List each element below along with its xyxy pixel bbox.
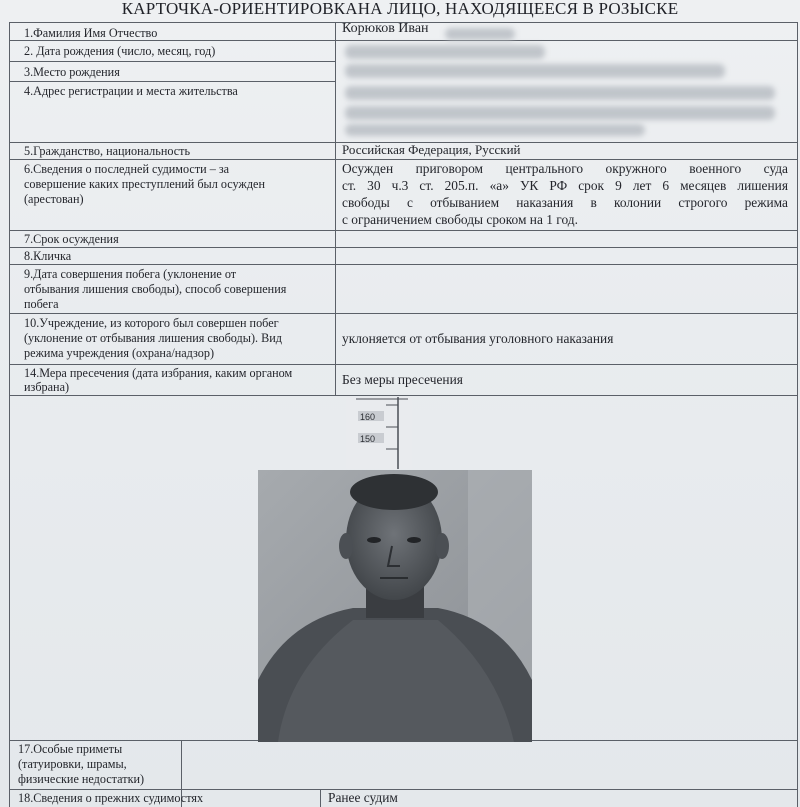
- ruler-mark: 160: [360, 412, 376, 422]
- field-14-label-line-1: 14.Мера пресечения (дата избрания, каким органом: [24, 366, 293, 380]
- table-rule: [9, 789, 797, 790]
- redacted-birth-date: [345, 45, 545, 59]
- field-6-value-line-3: свободы с отбыванием наказания в колонии строгого режима: [342, 195, 788, 210]
- field-1-value: Корюков Иван: [342, 21, 429, 36]
- field-10-label-line-2: (уклонение от отбывания лишения свободы). Вид: [24, 331, 282, 345]
- field-1-label: 1.Фамилия Имя Отчество: [24, 26, 158, 40]
- field-9-label-line-3: побега: [24, 297, 59, 311]
- field-14-label-line-2: избрана): [24, 380, 70, 394]
- ruler-mark: 150: [360, 434, 376, 444]
- field-10-label-line-1: 10.Учреждение, из которого был совершен побег: [24, 316, 279, 330]
- redacted-address-line-1: [345, 86, 775, 100]
- table-rule: [797, 22, 798, 807]
- table-rule: [9, 159, 797, 160]
- field-17-label-line-3: физические недостатки): [18, 772, 145, 786]
- field-6-label-line-2: совершение каких преступлений был осужден: [24, 177, 265, 191]
- field-4-label: 4.Адрес регистрации и места жительства: [24, 84, 238, 98]
- redacted-address-line-2: [345, 106, 775, 120]
- table-rule: [9, 230, 797, 231]
- table-rule: [9, 22, 10, 807]
- table-rule: [9, 395, 797, 396]
- field-18-label: 18.Сведения о прежних судимостях: [18, 791, 204, 805]
- field-17-label-line-1: 17.Особые приметы: [18, 742, 123, 756]
- redacted-surname-tail: [445, 28, 515, 40]
- field-6-value-line-2: ст. 30 ч.3 ст. 205.п. «а» УК РФ срок 9 лет 6 месяцев лишения: [342, 178, 788, 193]
- field-18-value: Ранее судим: [328, 790, 398, 805]
- table-rule: [9, 264, 797, 265]
- table-rule: [9, 61, 335, 62]
- field-6-value-line-1: Осужден приговором центрального окружного военного суда: [342, 161, 788, 176]
- field-10-label-line-3: режима учреждения (охрана/надзор): [24, 346, 215, 360]
- field-5-label: 5.Гражданство, национальность: [24, 144, 191, 158]
- field-7-label: 7.Срок осуждения: [24, 232, 119, 246]
- field-5-value: Российская Федерация, Русский: [342, 142, 521, 157]
- suspect-photo: [258, 470, 532, 742]
- table-rule: [9, 247, 797, 248]
- field-14-value: Без меры пресечения: [342, 372, 463, 387]
- field-6-label-line-1: 6.Сведения о последней судимости – за: [24, 162, 230, 176]
- field-9-label-line-2: отбывания лишения свободы), способ совершения: [24, 282, 287, 296]
- redacted-address-line-3: [345, 124, 645, 136]
- table-rule: [9, 313, 797, 314]
- field-6-label-line-3: (арестован): [24, 192, 84, 206]
- table-rule: [320, 789, 321, 807]
- field-6-value-line-4: с ограничением свободы сроком на 1 год.: [342, 212, 578, 227]
- field-2-label: 2. Дата рождения (число, месяц, год): [24, 44, 216, 58]
- table-rule: [335, 22, 336, 395]
- field-17-label-line-2: (татуировки, шрамы,: [18, 757, 127, 771]
- height-ruler: [346, 397, 412, 469]
- field-8-label: 8.Кличка: [24, 249, 72, 263]
- redacted-birth-place: [345, 64, 725, 78]
- table-rule: [9, 81, 335, 82]
- table-rule: [9, 364, 797, 365]
- field-9-label-line-1: 9.Дата совершения побега (уклонение от: [24, 267, 237, 281]
- card-title: КАРТОЧКА-ОРИЕНТИРОВКАНА ЛИЦО, НАХОДЯЩЕЕСЯ В РОЗЫСКЕ: [121, 0, 679, 18]
- field-10-value: уклоняется от отбывания уголовного наказания: [342, 331, 614, 346]
- field-3-label: 3.Место рождения: [24, 65, 120, 79]
